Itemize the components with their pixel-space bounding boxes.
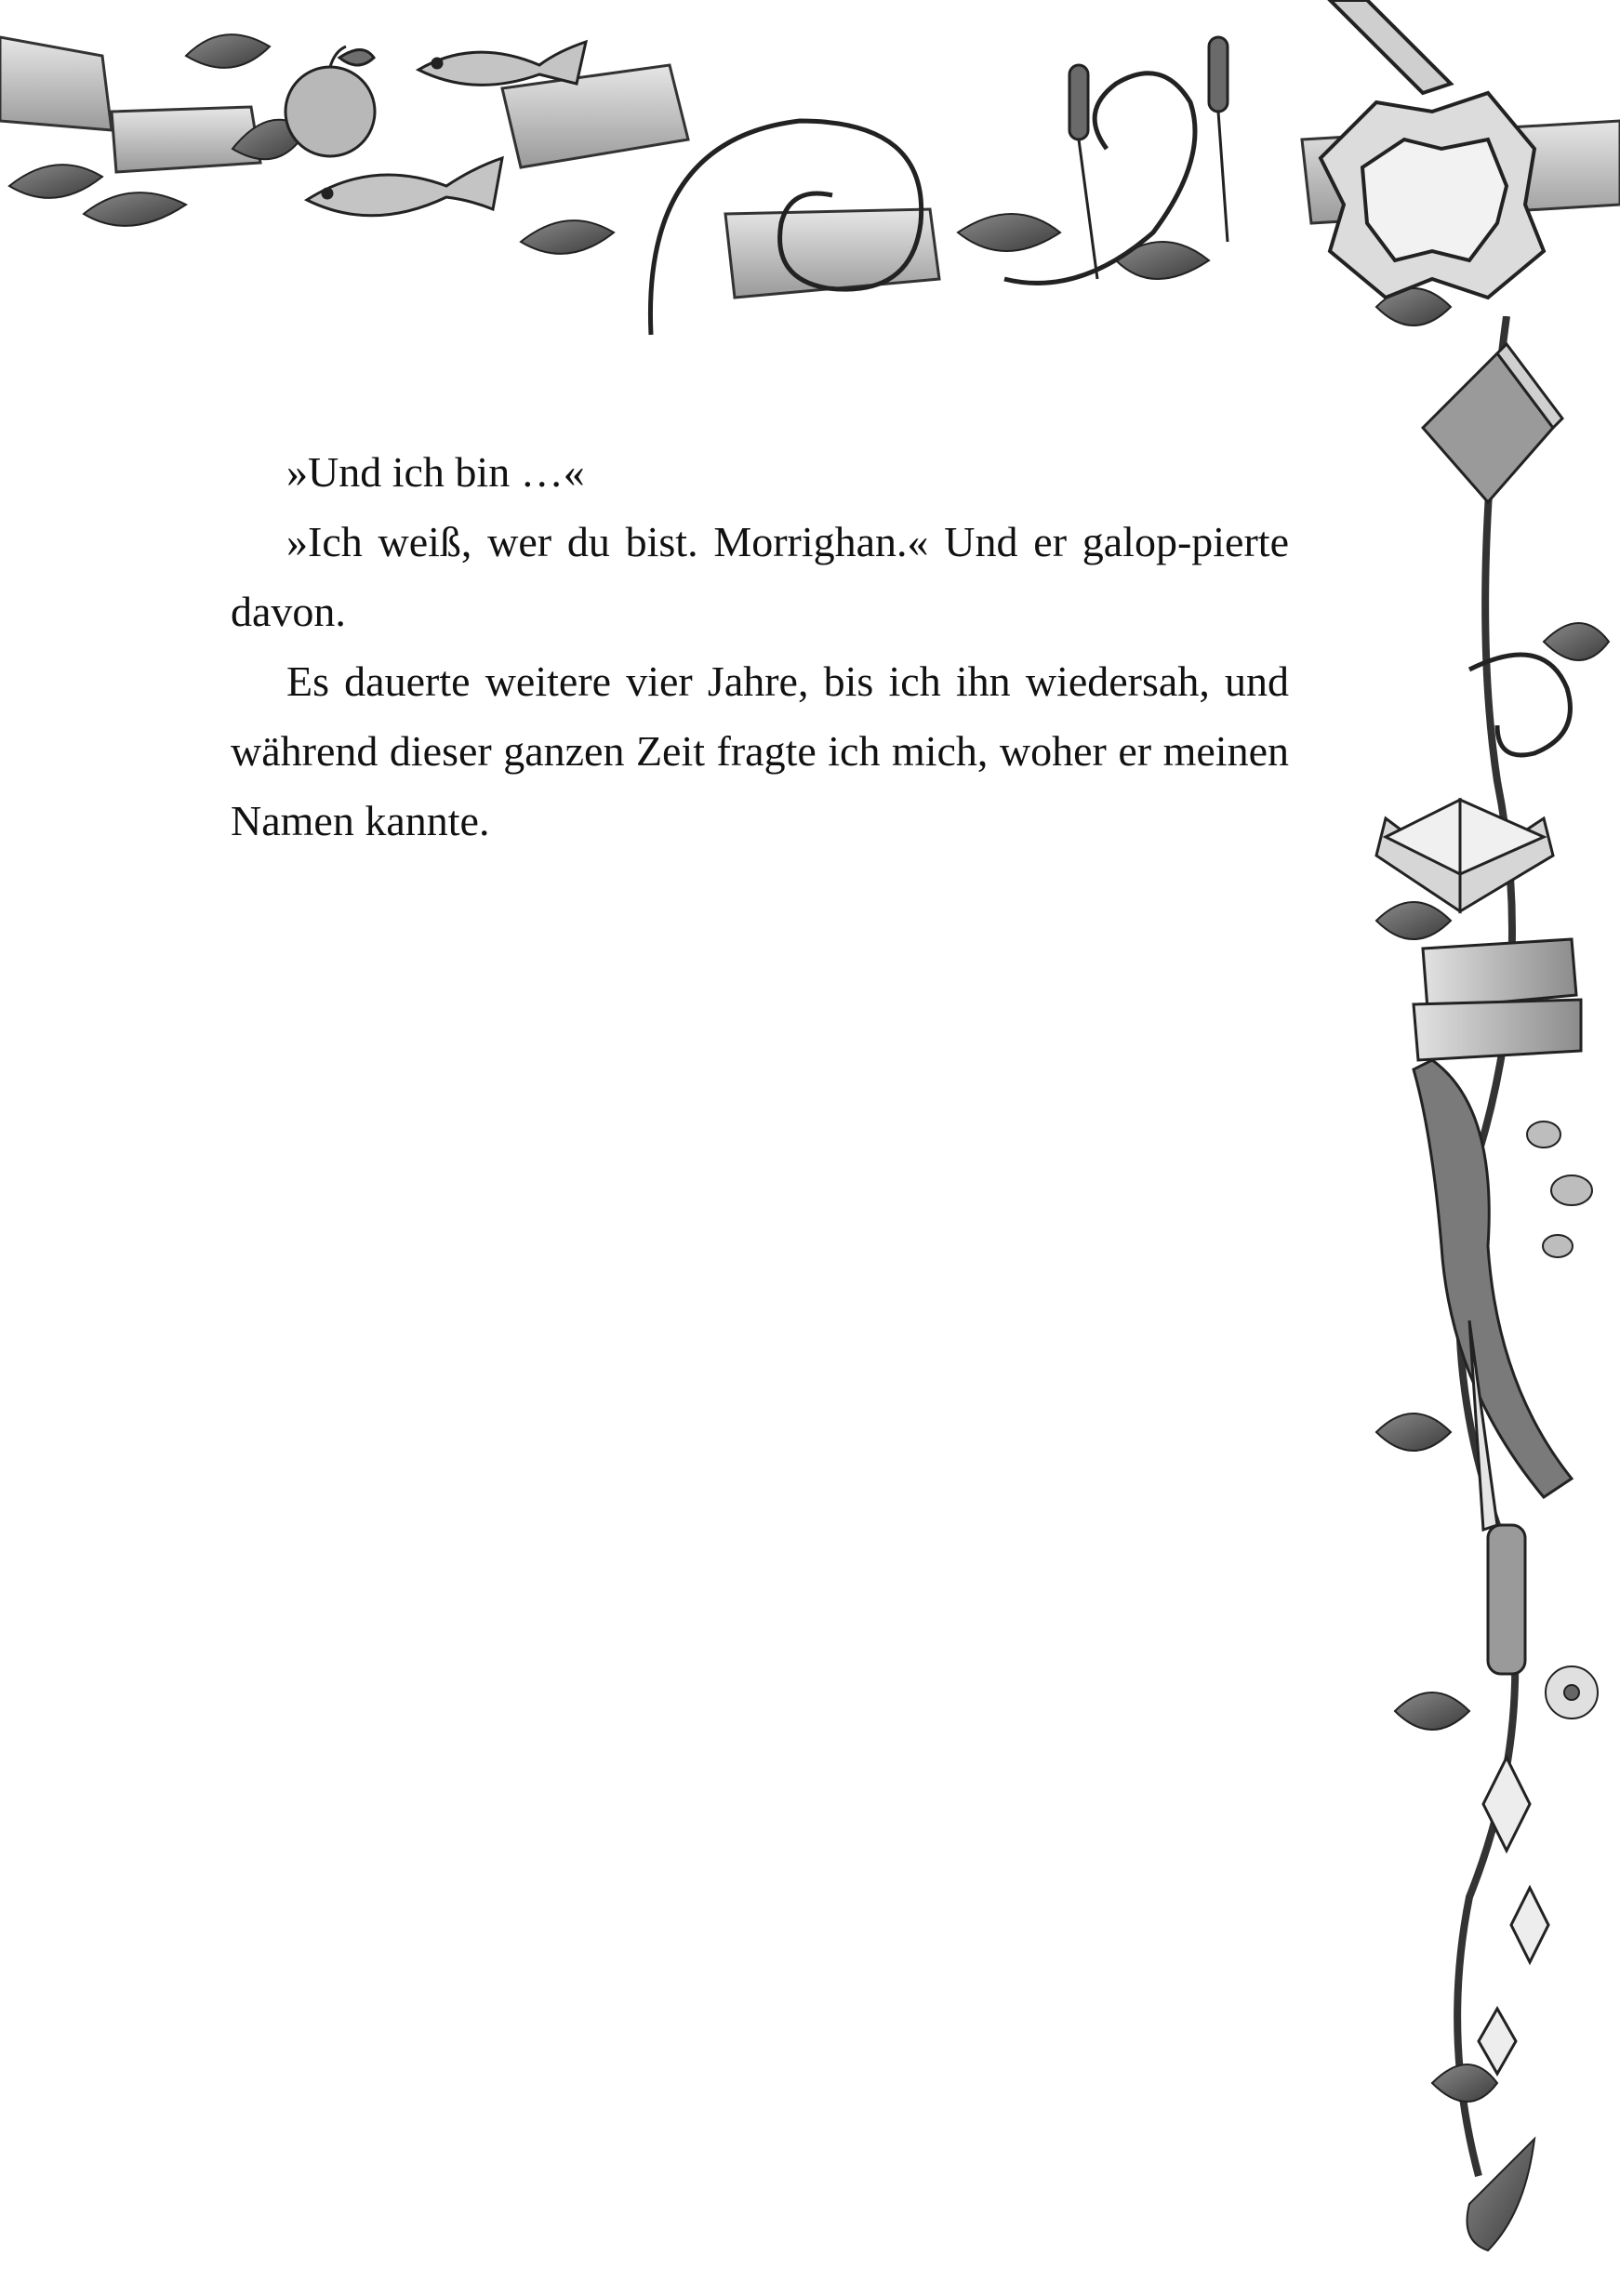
right-border-illustration (1358, 316, 1620, 2296)
body-text (231, 437, 1289, 856)
sparkle-icon (1479, 1758, 1548, 2074)
paragraph: »Und ich bin …« (286, 448, 585, 496)
book-icon (1423, 344, 1562, 502)
scroll-swirl-icon (650, 73, 1195, 335)
paragraph: Es dauerte weitere vier Jahre, bis ich ihn wiedersah, und während dieser ganzen Zeit fragte ich mich, woher er meinen Namen kannte. (231, 657, 1289, 844)
flower-icon (1546, 1666, 1598, 1719)
apple-icon (285, 46, 375, 156)
paragraph: »Ich weiß, wer du bist. Morrighan.« Und er galop-pierte davon. (231, 518, 1289, 635)
wood-plank-icon (1414, 939, 1581, 1060)
open-book-icon (1376, 800, 1553, 911)
branch-icon (1330, 0, 1451, 93)
leaf-icon (9, 34, 1451, 325)
ornate-frame-icon (1321, 93, 1544, 298)
pebble-icon (1527, 1121, 1592, 1257)
